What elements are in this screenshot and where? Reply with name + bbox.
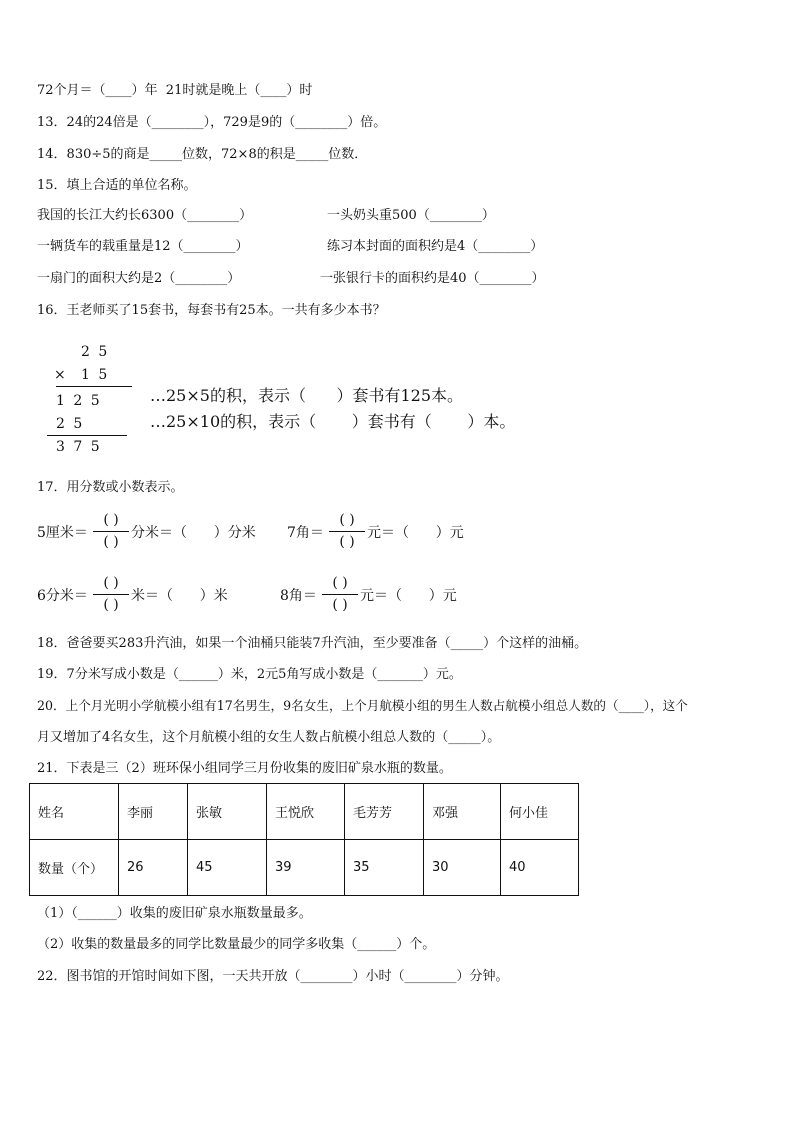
table-cell: 40 <box>501 840 579 896</box>
fraction-1-denominator: ( ) <box>103 534 119 550</box>
fraction-bar <box>93 531 129 532</box>
table-cell: 数量（个） <box>30 840 119 896</box>
line-72-months: 72个月＝（____）年 21时就是晚上（____）时 <box>37 83 313 98</box>
table-cell: 45 <box>188 840 267 896</box>
table-header-cell: 何小佳 <box>501 784 579 840</box>
question-16-explain-2: …25×10的积，表示（ ）套书有（ ）本。 <box>150 412 516 431</box>
table-cell: 26 <box>119 840 188 896</box>
question-15-item-e: 一扇门的面积大约是2（________） <box>37 271 241 286</box>
question-20-line-1: 20．上个月光明小学航模小组有17名男生，9名女生，上个月航模小组的男生人数占航模小组总人数的（____），这个 <box>37 698 688 713</box>
vertical-mult-row-2: 1 5 <box>81 367 110 383</box>
fraction-3-numerator: ( ) <box>103 575 119 591</box>
fraction-3-prefix: 6分米＝ <box>37 588 88 604</box>
fraction-bar <box>329 531 365 532</box>
question-19: 19．7分米写成小数是（______）米，2元5角写成小数是（_______）元。 <box>37 667 462 682</box>
fraction-3-denominator: ( ) <box>103 597 119 613</box>
question-17: 17．用分数或小数表示。 <box>37 480 184 495</box>
table-header-cell: 李丽 <box>119 784 188 840</box>
table-header-cell: 张敏 <box>188 784 267 840</box>
fraction-2-denominator: ( ) <box>339 534 355 550</box>
question-21-part-1: （1）（______）收集的废旧矿泉水瓶数量最多。 <box>37 906 312 921</box>
table-cell: 30 <box>424 840 501 896</box>
question-21-part-2: （2）收集的数量最多的同学比数量最少的同学多收集（______）个。 <box>37 937 436 952</box>
question-16-explain-1: …25×5的积，表示（ ）套书有125本。 <box>150 386 464 405</box>
question-13: 13．24的24倍是（________），729是9的（________）倍。 <box>37 115 387 130</box>
fraction-3-suffix: 米＝（ ）米 <box>131 588 228 604</box>
question-21: 21．下表是三（2）班环保小组同学三月份收集的废旧矿泉水瓶的数量。 <box>37 761 452 776</box>
question-15-item-b: 一头奶头重500（________） <box>327 208 495 223</box>
bottle-count-table <box>29 783 579 896</box>
fraction-4-suffix: 元＝（ ）元 <box>360 588 457 604</box>
table-header-row <box>30 784 579 840</box>
fraction-2-suffix: 元＝（ ）元 <box>367 525 464 541</box>
fraction-1-numerator: ( ) <box>103 512 119 528</box>
fraction-4-denominator: ( ) <box>332 597 348 613</box>
table-header-cell: 邓强 <box>424 784 501 840</box>
table-cell: 39 <box>267 840 345 896</box>
table-header-cell: 毛芳芳 <box>345 784 424 840</box>
fraction-2-numerator: ( ) <box>339 512 355 528</box>
fraction-3 <box>93 574 129 618</box>
table-header-cell: 王悦欣 <box>267 784 345 840</box>
fraction-2 <box>329 511 365 555</box>
vertical-mult-row-5: 3 7 5 <box>56 439 102 455</box>
table-row <box>30 840 579 896</box>
fraction-4-numerator: ( ) <box>332 575 348 591</box>
fraction-1 <box>93 511 129 555</box>
question-20-line-2: 月又增加了4名女生，这个月航模小组的女生人数占航模小组总人数的（_____）。 <box>37 730 501 745</box>
fraction-4-prefix: 8角＝ <box>280 588 317 604</box>
vertical-mult-row-1: 2 5 <box>81 344 110 360</box>
question-15-item-f: 一张银行卡的面积约是40（________） <box>320 271 545 286</box>
table-cell: 35 <box>345 840 424 896</box>
question-14: 14．830÷5的商是_____位数，72×8的积是_____位数． <box>37 147 368 162</box>
question-15-item-c: 一辆货车的载重量是12（________） <box>37 239 249 254</box>
question-15: 15．填上合适的单位名称。 <box>37 178 197 193</box>
vertical-mult-line-2 <box>47 435 127 436</box>
vertical-mult-row-3: 1 2 5 <box>56 393 102 409</box>
fraction-bar <box>322 594 358 595</box>
times-sign: × <box>54 367 66 383</box>
fraction-2-prefix: 7角＝ <box>287 525 324 541</box>
table-header-cell: 姓名 <box>30 784 119 840</box>
fraction-1-prefix: 5厘米＝ <box>37 525 88 541</box>
question-15-item-d: 练习本封面的面积约是4（________） <box>327 239 544 254</box>
fraction-1-suffix: 分米＝（ ）分米 <box>131 525 256 541</box>
question-22: 22．图书馆的开馆时间如下图，一天共开放（________）小时（________）分钟。 <box>37 969 509 984</box>
fraction-4 <box>322 574 358 618</box>
question-16: 16．王老师买了15套书，每套书有25本。一共有多少本书？ <box>37 303 386 318</box>
vertical-mult-row-4: 2 5 <box>56 416 85 432</box>
question-18: 18．爸爸要买283升汽油，如果一个油桶只能装7升汽油，至少要准备（_____）个这样的油桶。 <box>37 636 588 651</box>
question-15-item-a: 我国的长江大约长6300（________） <box>37 208 253 223</box>
vertical-mult-line-1 <box>56 386 132 387</box>
fraction-bar <box>93 594 129 595</box>
